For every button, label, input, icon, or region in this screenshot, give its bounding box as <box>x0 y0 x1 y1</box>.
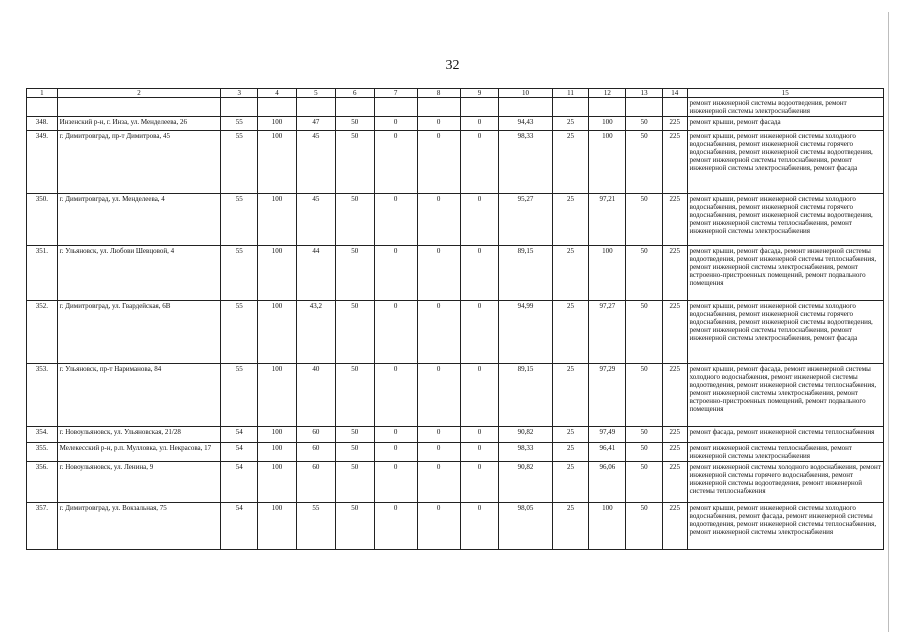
col-12-value-cell: 97,49 <box>589 427 626 443</box>
col-11-value-cell: 25 <box>552 131 589 194</box>
col-3-value-cell: 55 <box>221 194 258 246</box>
col-4-value-cell: 100 <box>258 462 297 503</box>
column-number: 8 <box>417 89 460 98</box>
table-row <box>27 301 884 364</box>
col-14-value-cell: 225 <box>663 427 688 443</box>
repair-works-cell: ремонт фасада, ремонт инженерной системы теплоснабжения <box>687 427 883 443</box>
col-14-value-cell: 225 <box>663 301 688 364</box>
row-number-cell: 356. <box>27 462 58 503</box>
empty-cell <box>626 98 663 117</box>
empty-cell <box>417 98 460 117</box>
col-10-value-cell: 95,27 <box>499 194 552 246</box>
column-number: 2 <box>57 89 221 98</box>
column-number: 10 <box>499 89 552 98</box>
col-10-value-cell: 98,33 <box>499 131 552 194</box>
page-edge-line <box>888 12 889 632</box>
row-number-cell: 355. <box>27 443 58 462</box>
column-number: 12 <box>589 89 626 98</box>
col-12-value-cell: 100 <box>589 246 626 301</box>
col-7-value-cell: 0 <box>374 503 417 550</box>
col-9-value-cell: 0 <box>460 443 499 462</box>
col-8-value-cell: 0 <box>417 364 460 427</box>
col-8-value-cell: 0 <box>417 194 460 246</box>
col-8-value-cell: 0 <box>417 246 460 301</box>
col-12-value-cell: 100 <box>589 131 626 194</box>
repair-works-cell: ремонт инженерной системы теплоснабжения, ремонт инженерной системы электроснабжения <box>687 443 883 462</box>
address-cell: Мелекесский р-н, р.п. Мулловка, ул. Некрасова, 17 <box>57 443 221 462</box>
table-row <box>27 194 884 246</box>
col-7-value-cell: 0 <box>374 301 417 364</box>
address-cell: г. Димитровград, ул. Гвардейская, 6В <box>57 301 221 364</box>
col-3-value-cell: 55 <box>221 117 258 131</box>
address-cell: г. Ульяновск, пр-т Нариманова, 84 <box>57 364 221 427</box>
page-number: 32 <box>445 58 460 73</box>
col-4-value-cell: 100 <box>258 443 297 462</box>
repair-works-cell: ремонт крыши, ремонт фасада <box>687 117 883 131</box>
col-5-value-cell: 45 <box>296 131 335 194</box>
col-8-value-cell: 0 <box>417 443 460 462</box>
col-11-value-cell: 25 <box>552 462 589 503</box>
col-3-value-cell: 55 <box>221 301 258 364</box>
col-13-value-cell: 50 <box>626 427 663 443</box>
col-11-value-cell: 25 <box>552 194 589 246</box>
address-cell: г. Новоульяновск, ул. Ленина, 9 <box>57 462 221 503</box>
col-11-value-cell: 25 <box>552 443 589 462</box>
col-14-value-cell: 225 <box>663 246 688 301</box>
column-number: 11 <box>552 89 589 98</box>
repair-works-cell: ремонт крыши, ремонт инженерной системы холодного водоснабжения, ремонт инженерной системы горячего водоснабжения, ремонт инженерной системы водоотведения, ремонт инженерной системы теплоснабжения, ремонт инженерной системы электроснабжения, ремонт фасада <box>687 301 883 364</box>
empty-cell <box>552 98 589 117</box>
col-9-value-cell: 0 <box>460 462 499 503</box>
empty-cell <box>499 98 552 117</box>
empty-cell <box>296 98 335 117</box>
address-cell: Инзенский р-н, г. Инза, ул. Менделеева, 26 <box>57 117 221 131</box>
col-9-value-cell: 0 <box>460 427 499 443</box>
column-number: 5 <box>296 89 335 98</box>
col-14-value-cell: 225 <box>663 194 688 246</box>
col-13-value-cell: 50 <box>626 246 663 301</box>
empty-cell <box>589 98 626 117</box>
table-row <box>27 364 884 427</box>
col-13-value-cell: 50 <box>626 117 663 131</box>
col-10-value-cell: 94,43 <box>499 117 552 131</box>
col-11-value-cell: 25 <box>552 364 589 427</box>
row-number-cell: 354. <box>27 427 58 443</box>
table-row <box>27 443 884 462</box>
col-3-value-cell: 54 <box>221 443 258 462</box>
col-5-value-cell: 60 <box>296 427 335 443</box>
column-number: 9 <box>460 89 499 98</box>
col-3-value-cell: 55 <box>221 246 258 301</box>
column-number: 6 <box>335 89 374 98</box>
col-8-value-cell: 0 <box>417 117 460 131</box>
empty-cell <box>335 98 374 117</box>
col-4-value-cell: 100 <box>258 246 297 301</box>
col-5-value-cell: 47 <box>296 117 335 131</box>
col-7-value-cell: 0 <box>374 427 417 443</box>
empty-cell <box>663 98 688 117</box>
col-14-value-cell: 225 <box>663 443 688 462</box>
row-number-cell: 351. <box>27 246 58 301</box>
col-14-value-cell: 225 <box>663 503 688 550</box>
col-5-value-cell: 60 <box>296 443 335 462</box>
repair-works-cell: ремонт крыши, ремонт фасада, ремонт инженерной системы водоотведения, ремонт инженерной системы теплоснабжения, ремонт инженерной системы электроснабжения, ремонт встроенно-пристроенных помещений, ремонт подвального помещения <box>687 246 883 301</box>
empty-cell <box>460 98 499 117</box>
col-14-value-cell: 225 <box>663 462 688 503</box>
col-14-value-cell: 225 <box>663 131 688 194</box>
col-6-value-cell: 50 <box>335 462 374 503</box>
repair-works-cell: ремонт крыши, ремонт инженерной системы холодного водоснабжения, ремонт фасада, ремонт инженерной системы водоотведения, ремонт инженерной системы теплоснабжения, ремонт инженерной системы электроснабжения <box>687 503 883 550</box>
col-11-value-cell: 25 <box>552 503 589 550</box>
col-8-value-cell: 0 <box>417 427 460 443</box>
col-7-value-cell: 0 <box>374 131 417 194</box>
col-10-value-cell: 90,82 <box>499 427 552 443</box>
row-number-cell: 349. <box>27 131 58 194</box>
col-13-value-cell: 50 <box>626 503 663 550</box>
col-12-value-cell: 97,29 <box>589 364 626 427</box>
col-6-value-cell: 50 <box>335 194 374 246</box>
col-7-value-cell: 0 <box>374 246 417 301</box>
col-10-value-cell: 98,05 <box>499 503 552 550</box>
column-number: 7 <box>374 89 417 98</box>
repair-works-cell: ремонт инженерной системы водоотведения, ремонт инженерной системы электроснабжения <box>687 98 883 117</box>
col-13-value-cell: 50 <box>626 443 663 462</box>
col-9-value-cell: 0 <box>460 117 499 131</box>
col-12-value-cell: 97,27 <box>589 301 626 364</box>
address-cell: г. Новоульяновск, ул. Ульяновская, 21/28 <box>57 427 221 443</box>
col-4-value-cell: 100 <box>258 503 297 550</box>
col-4-value-cell: 100 <box>258 364 297 427</box>
address-cell: г. Димитровград, ул. Менделеева, 4 <box>57 194 221 246</box>
col-9-value-cell: 0 <box>460 131 499 194</box>
table-row <box>27 117 884 131</box>
col-6-value-cell: 50 <box>335 117 374 131</box>
address-cell: г. Димитровград, пр-т Димитрова, 45 <box>57 131 221 194</box>
col-3-value-cell: 55 <box>221 364 258 427</box>
empty-cell <box>221 98 258 117</box>
continuation-row <box>27 98 884 117</box>
col-4-value-cell: 100 <box>258 117 297 131</box>
col-12-value-cell: 96,41 <box>589 443 626 462</box>
col-9-value-cell: 0 <box>460 194 499 246</box>
col-6-value-cell: 50 <box>335 427 374 443</box>
col-7-value-cell: 0 <box>374 194 417 246</box>
col-9-value-cell: 0 <box>460 301 499 364</box>
empty-cell <box>258 98 297 117</box>
col-13-value-cell: 50 <box>626 301 663 364</box>
col-14-value-cell: 225 <box>663 364 688 427</box>
col-8-value-cell: 0 <box>417 462 460 503</box>
empty-cell <box>27 98 58 117</box>
col-12-value-cell: 96,06 <box>589 462 626 503</box>
col-13-value-cell: 50 <box>626 364 663 427</box>
column-number: 3 <box>221 89 258 98</box>
col-3-value-cell: 55 <box>221 131 258 194</box>
address-cell: г. Димитровград, ул. Вокзальная, 75 <box>57 503 221 550</box>
col-3-value-cell: 54 <box>221 427 258 443</box>
column-number: 4 <box>258 89 297 98</box>
repair-works-cell: ремонт крыши, ремонт фасада, ремонт инженерной системы холодного водоснабжения, ремонт инженерной системы водоотведения, ремонт инженерной системы теплоснабжения, ремонт инженерной системы электроснабжения, ремонт встроенно-пристроенных помещений, ремонт подвального помещения <box>687 364 883 427</box>
empty-cell <box>374 98 417 117</box>
col-10-value-cell: 90,82 <box>499 462 552 503</box>
housing-repair-table <box>26 88 884 550</box>
column-number-row <box>27 89 884 98</box>
col-11-value-cell: 25 <box>552 427 589 443</box>
col-12-value-cell: 100 <box>589 117 626 131</box>
col-3-value-cell: 54 <box>221 503 258 550</box>
col-6-value-cell: 50 <box>335 131 374 194</box>
table-body <box>27 89 884 550</box>
address-cell: г. Ульяновск, ул. Любови Шевцовой, 4 <box>57 246 221 301</box>
col-6-value-cell: 50 <box>335 443 374 462</box>
col-7-value-cell: 0 <box>374 117 417 131</box>
row-number-cell: 348. <box>27 117 58 131</box>
table-row <box>27 131 884 194</box>
repair-works-cell: ремонт крыши, ремонт инженерной системы холодного водоснабжения, ремонт инженерной системы горячего водоснабжения, ремонт инженерной системы водоотведения, ремонт инженерной системы теплоснабжения, ремонт инженерной системы электроснабжения <box>687 194 883 246</box>
col-6-value-cell: 50 <box>335 503 374 550</box>
col-11-value-cell: 25 <box>552 246 589 301</box>
col-4-value-cell: 100 <box>258 427 297 443</box>
col-7-value-cell: 0 <box>374 364 417 427</box>
col-6-value-cell: 50 <box>335 246 374 301</box>
table-row <box>27 503 884 550</box>
col-10-value-cell: 89,15 <box>499 246 552 301</box>
col-10-value-cell: 89,15 <box>499 364 552 427</box>
col-5-value-cell: 60 <box>296 462 335 503</box>
col-12-value-cell: 97,21 <box>589 194 626 246</box>
col-11-value-cell: 25 <box>552 117 589 131</box>
repair-works-cell: ремонт крыши, ремонт инженерной системы холодного водоснабжения, ремонт инженерной системы горячего водоснабжения, ремонт инженерной системы водоотведения, ремонт инженерной системы теплоснабжения, ремонт инженерной системы электроснабжения, ремонт фасада <box>687 131 883 194</box>
column-number: 14 <box>663 89 688 98</box>
repair-works-cell: ремонт инженерной системы холодного водоснабжения, ремонт инженерной системы горячего водоснабжения, ремонт инженерной системы водоотведения, ремонт инженерной системы теплоснабжения <box>687 462 883 503</box>
row-number-cell: 350. <box>27 194 58 246</box>
column-number: 1 <box>27 89 58 98</box>
col-4-value-cell: 100 <box>258 194 297 246</box>
column-number: 13 <box>626 89 663 98</box>
col-5-value-cell: 45 <box>296 194 335 246</box>
col-7-value-cell: 0 <box>374 462 417 503</box>
col-8-value-cell: 0 <box>417 301 460 364</box>
col-3-value-cell: 54 <box>221 462 258 503</box>
col-8-value-cell: 0 <box>417 131 460 194</box>
col-6-value-cell: 50 <box>335 301 374 364</box>
table-row <box>27 427 884 443</box>
col-13-value-cell: 50 <box>626 194 663 246</box>
col-11-value-cell: 25 <box>552 301 589 364</box>
col-13-value-cell: 50 <box>626 131 663 194</box>
col-10-value-cell: 94,99 <box>499 301 552 364</box>
column-number: 15 <box>687 89 883 98</box>
col-9-value-cell: 0 <box>460 364 499 427</box>
col-5-value-cell: 44 <box>296 246 335 301</box>
col-8-value-cell: 0 <box>417 503 460 550</box>
col-9-value-cell: 0 <box>460 246 499 301</box>
col-14-value-cell: 225 <box>663 117 688 131</box>
row-number-cell: 357. <box>27 503 58 550</box>
table-row <box>27 462 884 503</box>
empty-cell <box>57 98 221 117</box>
col-4-value-cell: 100 <box>258 131 297 194</box>
col-5-value-cell: 40 <box>296 364 335 427</box>
row-number-cell: 352. <box>27 301 58 364</box>
row-number-cell: 353. <box>27 364 58 427</box>
col-6-value-cell: 50 <box>335 364 374 427</box>
col-9-value-cell: 0 <box>460 503 499 550</box>
col-5-value-cell: 55 <box>296 503 335 550</box>
col-13-value-cell: 50 <box>626 462 663 503</box>
table-row <box>27 246 884 301</box>
col-5-value-cell: 43,2 <box>296 301 335 364</box>
col-10-value-cell: 98,33 <box>499 443 552 462</box>
col-12-value-cell: 100 <box>589 503 626 550</box>
col-4-value-cell: 100 <box>258 301 297 364</box>
col-7-value-cell: 0 <box>374 443 417 462</box>
